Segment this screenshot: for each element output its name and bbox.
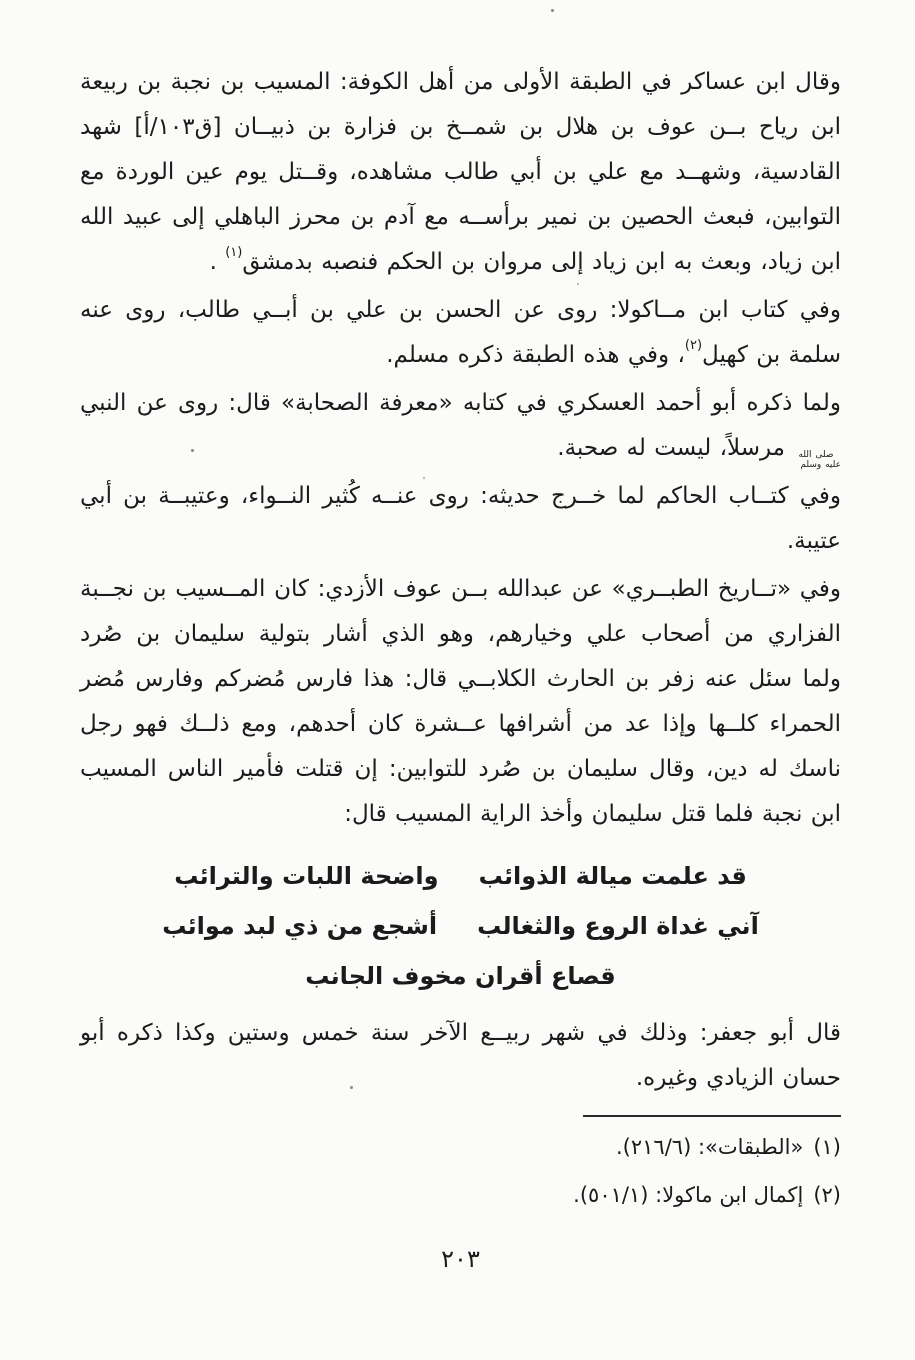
line-text: سلمة بن كهيل	[702, 342, 841, 368]
body-line	[80, 240, 841, 285]
verse-line-1	[80, 851, 841, 901]
footnote-separator	[583, 1115, 841, 1117]
body-line: ولما ذكره أبو أحمد العسكري في كتابه «معرفة الصحابة» قال: روى عن النبي	[80, 390, 841, 416]
footnote-ref-2: (٢)	[684, 338, 703, 354]
scan-speck	[423, 477, 425, 479]
body-line: قال أبو جعفر: وذلك في شهر ربيــع الآخر سنة خمس وستين وكذا ذكره أبو	[80, 1020, 841, 1046]
paragraph-3	[80, 381, 841, 471]
body-line: الحمراء كلــها وإذا عد من أشرافها عــشرة كان أحدهم، ومع ذلــك فهو رجل	[80, 711, 841, 737]
verse-line-2	[80, 901, 841, 951]
body-line: وفي كتاب ابن مــاكولا: روى عن الحسن بن علي بن أبــي طالب، روى عنه	[80, 297, 841, 323]
body-line: وفي «تــاريخ الطبــري» عن عبدالله بــن عوف الأزدي: كان المــسيب بن نجــبة	[80, 576, 841, 602]
verse-line-3	[80, 951, 841, 1001]
body-line: ناسك له دين، وقال سليمان بن صُرد للتوابين: إن قتلت فأمير الناس المسيب	[80, 756, 841, 782]
hemistich-right: آني غداة الروع والثغالب	[477, 912, 759, 940]
paragraph-5	[80, 567, 841, 837]
paragraph-2	[80, 288, 841, 378]
paragraph-1	[80, 60, 841, 285]
footnotes	[80, 1123, 841, 1219]
body-line: حسان الزيادي وغيره.	[635, 1065, 841, 1091]
hemistich-right: قد علمت ميالة الذوائب	[478, 862, 747, 890]
body-line: ابن رياح بــن عوف بن هلال بن شمــخ بن فزارة بن ذبيــان [ق١٠٣/أ] شهد	[80, 114, 841, 140]
line-text: ابن زياد، وبعث به ابن زياد إلى مروان بن الحكم فنصبه بدمشق	[242, 249, 841, 275]
scan-speck	[191, 449, 194, 452]
scan-speck	[551, 9, 554, 12]
body-line: وقال ابن عساكر في الطبقة الأولى من أهل الكوفة: المسيب بن نجبة بن ربيعة	[80, 69, 841, 95]
body-line: وفي كتــاب الحاكم لما خــرج حديثه: روى عنــه كُثير النــواء، وعتيبــة بن أبي	[80, 483, 841, 509]
hemistich-left: أشجع من ذي لبد موائب	[162, 912, 438, 940]
body-line: عتيبة.	[786, 528, 841, 554]
line-text: .	[209, 249, 226, 275]
hemistich-center: قصاع أقران مخوف الجانب	[305, 962, 616, 990]
footnote-text: «الطبقات»: (٢١٦/٦).	[616, 1135, 804, 1159]
paragraph-4	[80, 474, 841, 564]
line-text: ، وفي هذه الطبقة ذكره مسلم.	[386, 342, 685, 368]
footnote-text: إكمال ابن ماكولا: (٥٠١/١).	[573, 1183, 804, 1207]
body-line: الفزاري من أصحاب علي وخيارهم، وهو الذي أشار بتولية سليمان بن صُرد	[80, 621, 841, 647]
scan-speck	[350, 1086, 353, 1089]
body-line: ابن نجبة فلما قتل سليمان وأخذ الراية المسيب قال:	[344, 801, 841, 827]
footnote-2	[80, 1171, 841, 1219]
footnote-ref-1: (١)	[225, 245, 243, 261]
footnote-marker: (١)	[813, 1135, 841, 1159]
paragraph-6	[80, 1011, 841, 1101]
hemistich-left: واضحة اللبات والترائب	[174, 862, 439, 890]
pbuh-honorific: صلى الله عليه وسلم	[798, 449, 841, 470]
line-text: مرسلاً، ليست له صحبة.	[557, 435, 785, 461]
body-line	[80, 333, 841, 378]
body-line: التوابين، فبعث الحصين بن نمير برأســه مع آدم بن محرز الباهلي إلى عبيد الله	[80, 204, 841, 230]
body-line: القادسية، وشهــد مع علي بن أبي طالب مشاهده، وقــتل يوم عين الوردة مع	[80, 159, 841, 185]
body-line: ولما سئل عنه زفر بن الحارث الكلابــي قال: هذا فارس مُضركم وفارس مُضر	[80, 666, 841, 692]
page-number: ٢٠٣	[441, 1245, 480, 1273]
scan-speck	[577, 283, 579, 285]
footnote-marker: (٢)	[813, 1183, 841, 1207]
poetry-block	[80, 851, 841, 1001]
body-line	[80, 426, 841, 471]
footnote-1	[80, 1123, 841, 1171]
